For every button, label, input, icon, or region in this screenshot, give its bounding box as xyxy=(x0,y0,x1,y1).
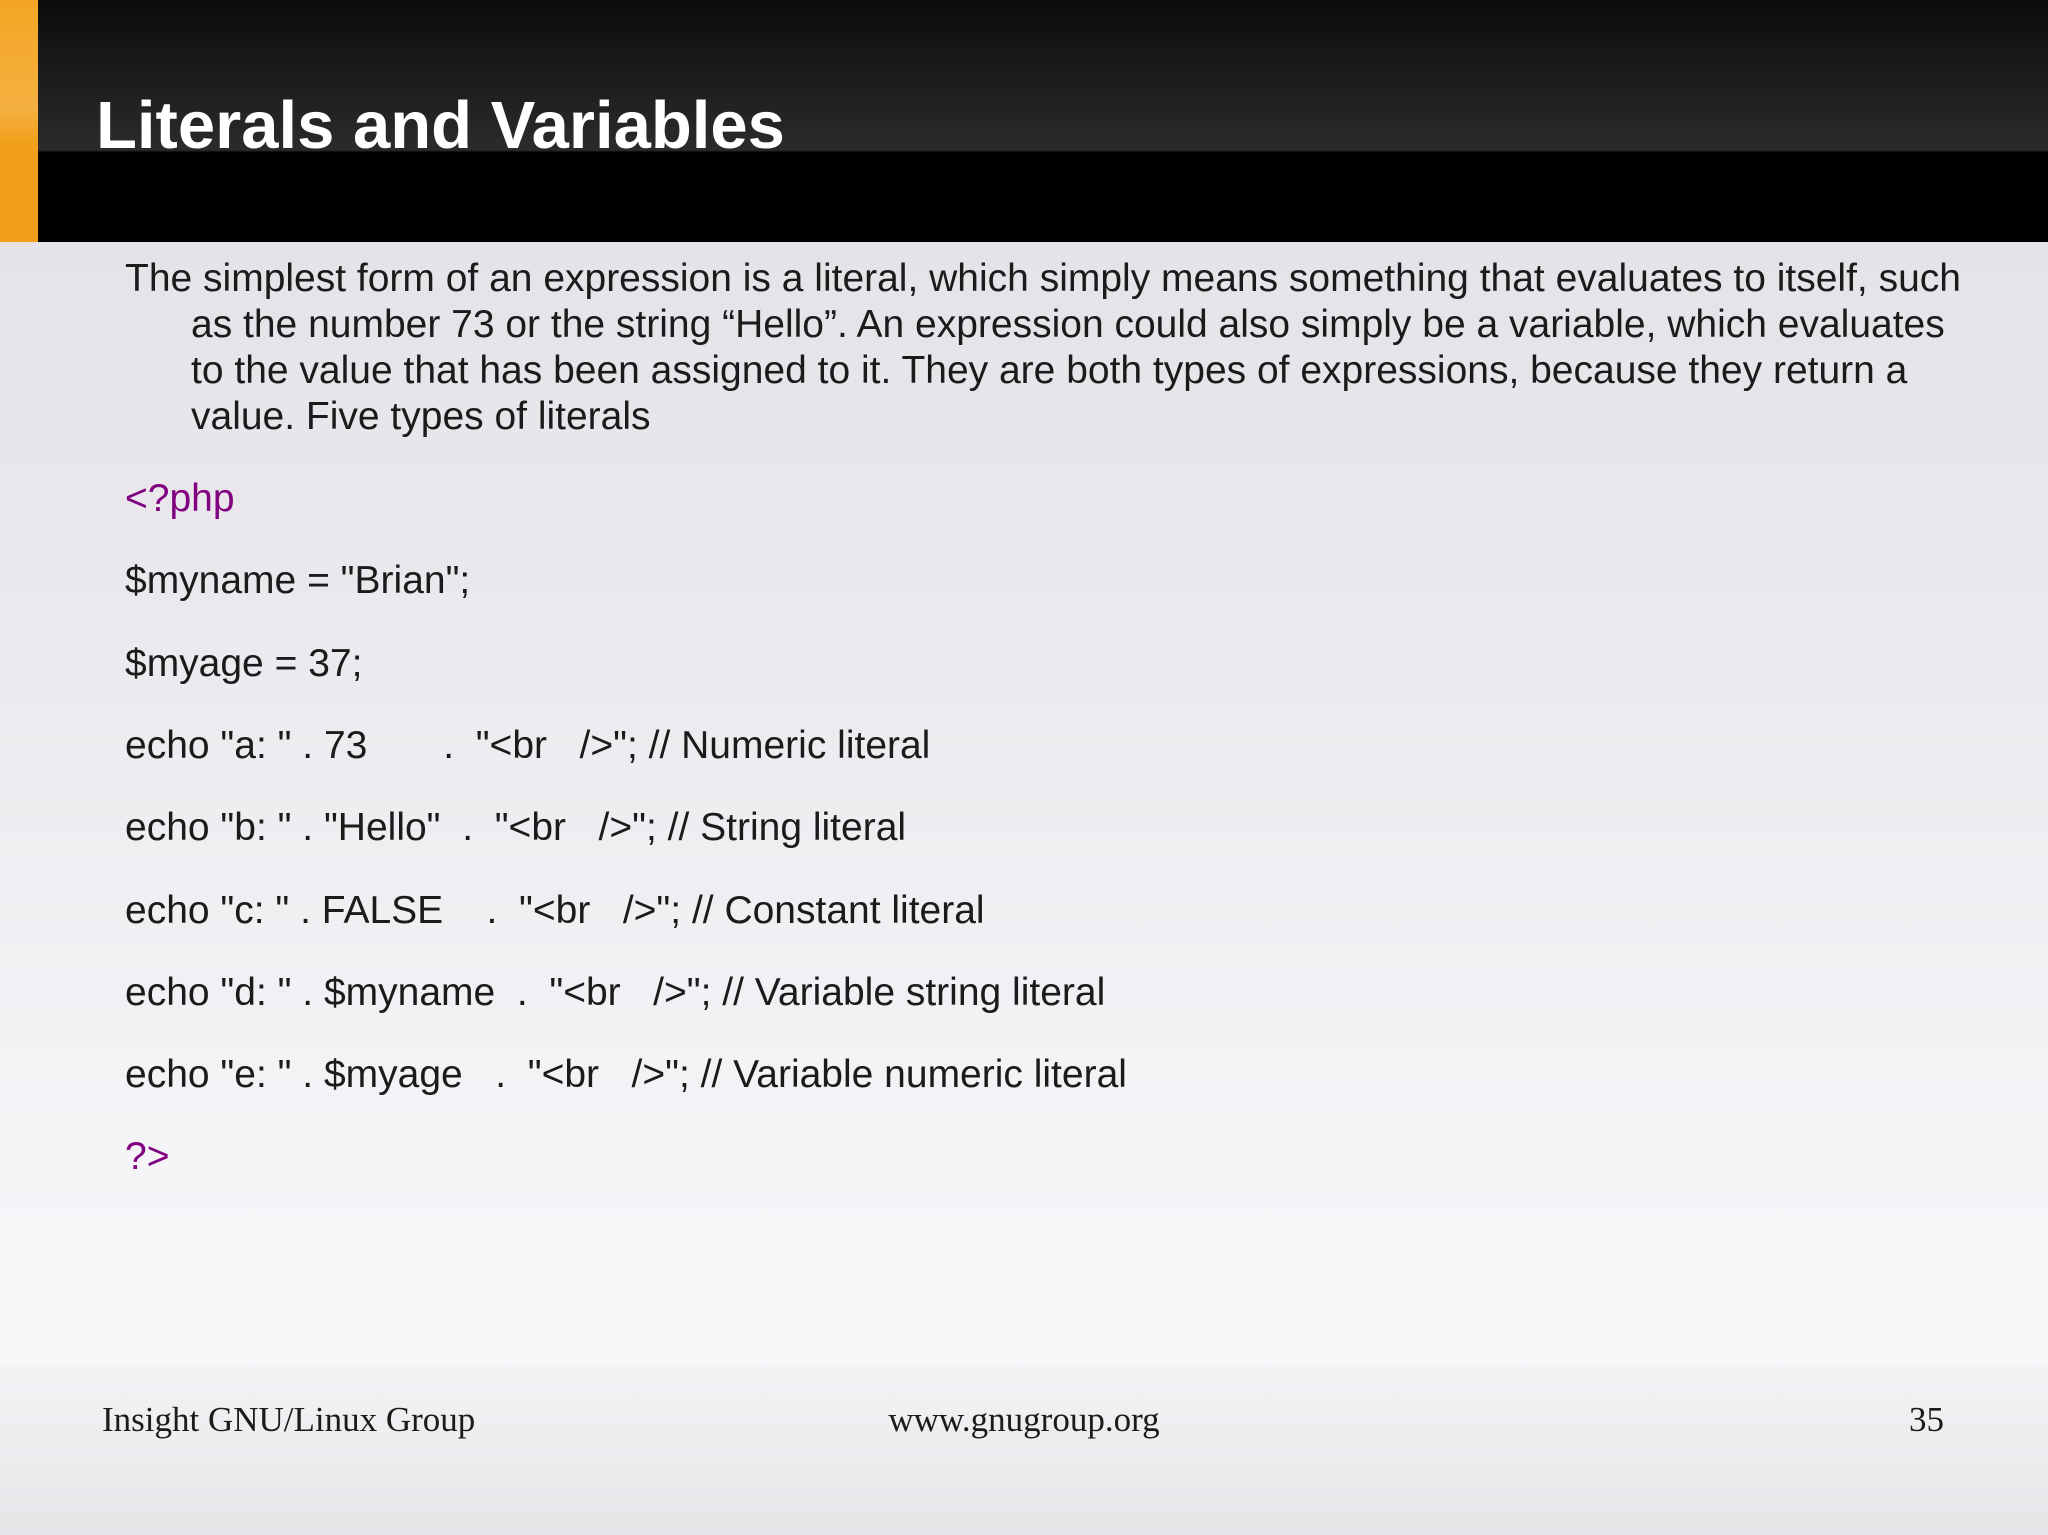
code-line-echo-b: echo "b: " . "Hello" . "<br />"; // String literal xyxy=(125,806,907,849)
code-line-echo-a: echo "a: " . 73 . "<br />"; // Numeric literal xyxy=(125,724,931,767)
code-line-myage: $myage = 37; xyxy=(125,642,363,685)
footer-organization: Insight GNU/Linux Group xyxy=(102,1400,476,1439)
intro-paragraph: The simplest form of an expression is a literal, which simply means something that evaluates to itself, such as the number 73 or the string “Hello”. An expression could also simply be a variable, which evaluates to the value that has been assigned to it. They are both types of expressions, because they return a value. Five types of literals xyxy=(125,257,1961,438)
php-close-tag: ?> xyxy=(125,1135,170,1178)
footer-page-number: 35 xyxy=(1909,1400,1944,1439)
code-line-myname: $myname = "Brian"; xyxy=(125,559,471,602)
code-line-echo-e: echo "e: " . $myage . "<br />"; // Variable numeric literal xyxy=(125,1053,1127,1096)
slide-footer xyxy=(0,1365,2048,1535)
footer-website: www.gnugroup.org xyxy=(888,1400,1160,1439)
header-accent-bar xyxy=(0,0,38,242)
code-line-echo-d: echo "d: " . $myname . "<br />"; // Variable string literal xyxy=(125,971,1106,1014)
code-line-echo-c: echo "c: " . FALSE . "<br />"; // Constant literal xyxy=(125,889,985,932)
php-open-tag: <?php xyxy=(125,477,235,520)
slide-title: Literals and Variables xyxy=(96,88,785,163)
